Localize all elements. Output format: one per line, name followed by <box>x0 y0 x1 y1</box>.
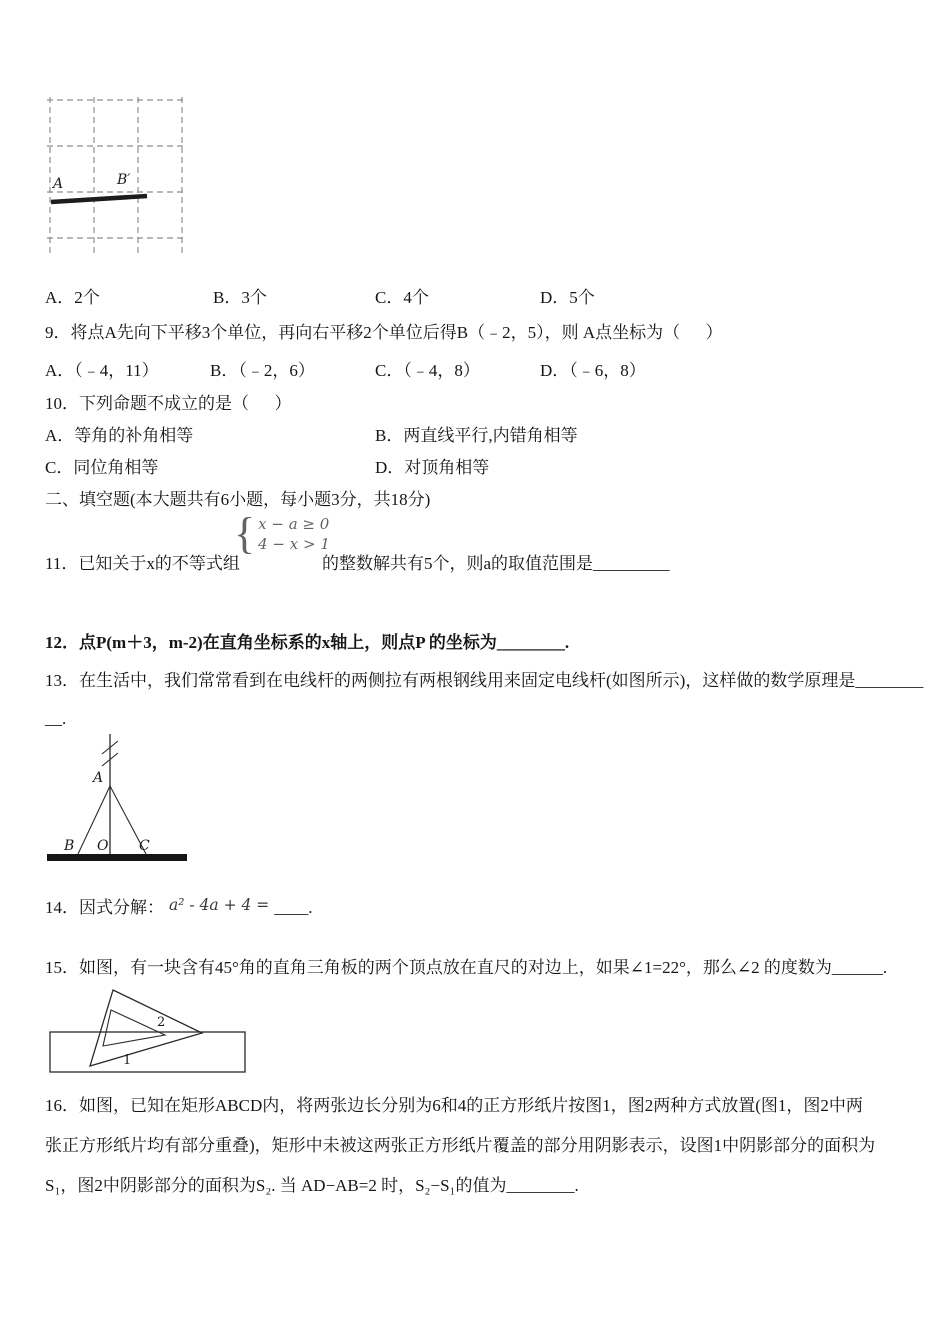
q14-stem <box>45 897 313 918</box>
q15-ruler-figure <box>45 980 255 1080</box>
brace-glyph: { <box>234 509 256 558</box>
q11-inequality-1: x − a ≥ 0 <box>258 515 330 533</box>
q13-stem-line1: 13．在生活中，我们常常看到在电线杆的两侧拉有两根钢线用来固定电线杆(如图所示)，这样做的数学原理是________ <box>45 671 924 690</box>
section2-title: 二、填空题(本大题共有6小题，每小题3分，共18分) <box>45 490 431 509</box>
pole-label-c: C <box>139 838 150 854</box>
q10-option-a: A．等角的补角相等 <box>45 426 194 445</box>
q14-formula: a² - 4a + 4 = <box>169 896 270 914</box>
q16-stem-line2: 张正方形纸片均有部分重叠)，矩形中未被这两张正方形纸片覆盖的部分用阴影表示，设图1中阴影部分的面积为 <box>45 1136 876 1155</box>
pole-label-b: B <box>64 838 75 854</box>
q16-stem-line3: S₁，图2中阴影部分的面积为S₂. 当 AD−AB=2 时，S₂−S₁的值为________. <box>45 1176 579 1195</box>
pole-label-a: A <box>93 770 104 786</box>
q11-stem-pre: 11．已知关于x的不等式组 <box>45 554 240 573</box>
grid-point-b-label: B′ <box>117 172 131 188</box>
q13-pole-figure <box>45 728 195 868</box>
q9-option-a: A．（﹣4，11） <box>45 361 159 380</box>
q9-option-b: B．（﹣2，6） <box>210 361 315 380</box>
q11-stem-post: 的整数解共有5个，则a的取值范围是_________ <box>322 554 670 573</box>
q8-option-b: B．3个 <box>213 288 267 307</box>
q9-option-d: D．（﹣6，8） <box>540 361 646 380</box>
segment-ab <box>51 196 147 202</box>
q11-inequality-2: 4 − x > 1 <box>258 535 330 553</box>
q10-option-d: D．对顶角相等 <box>375 458 490 477</box>
q9-stem: 9．将点A先向下平移3个单位，再向右平移2个单位后得B（﹣2，5），则 A点坐标为（ ） <box>45 323 723 342</box>
angle-2-label: 2 <box>157 1015 166 1030</box>
q12-stem: 12．点P(m＋3，m-2)在直角坐标系的x轴上，则点P 的坐标为________. <box>45 633 570 652</box>
angle-1-label: 1 <box>123 1053 132 1068</box>
q11-inequality-system <box>234 509 330 558</box>
set-square-inner <box>103 1010 165 1046</box>
q15-stem: 15．如图，有一块含有45°角的直角三角板的两个顶点放在直尺的对边上，如果∠1=22°，那么∠2 的度数为______. <box>45 958 888 977</box>
q8-option-a: A．2个 <box>45 288 100 307</box>
q14-post: ____. <box>274 898 313 917</box>
q16-stem-line1: 16．如图，已知在矩形ABCD内，将两张边长分别为6和4的正方形纸片按图1，图2两种方式放置(图1，图2中两 <box>45 1096 863 1115</box>
q8-option-d: D．5个 <box>540 288 595 307</box>
q8-grid-figure <box>45 88 195 260</box>
q10-stem: 10．下列命题不成立的是（ ） <box>45 394 292 413</box>
q14-pre: 14．因式分解： <box>45 898 164 917</box>
q8-option-c: C．4个 <box>375 288 429 307</box>
pole-label-o: O <box>97 838 109 854</box>
ground-bar <box>47 854 187 861</box>
q10-option-c: C．同位角相等 <box>45 458 159 477</box>
q9-option-c: C．（﹣4，8） <box>375 361 480 380</box>
q13-stem-line2: __. <box>45 709 67 728</box>
grid-point-a-label: A <box>53 176 64 192</box>
q10-option-b: B．两直线平行,内错角相等 <box>375 426 578 445</box>
